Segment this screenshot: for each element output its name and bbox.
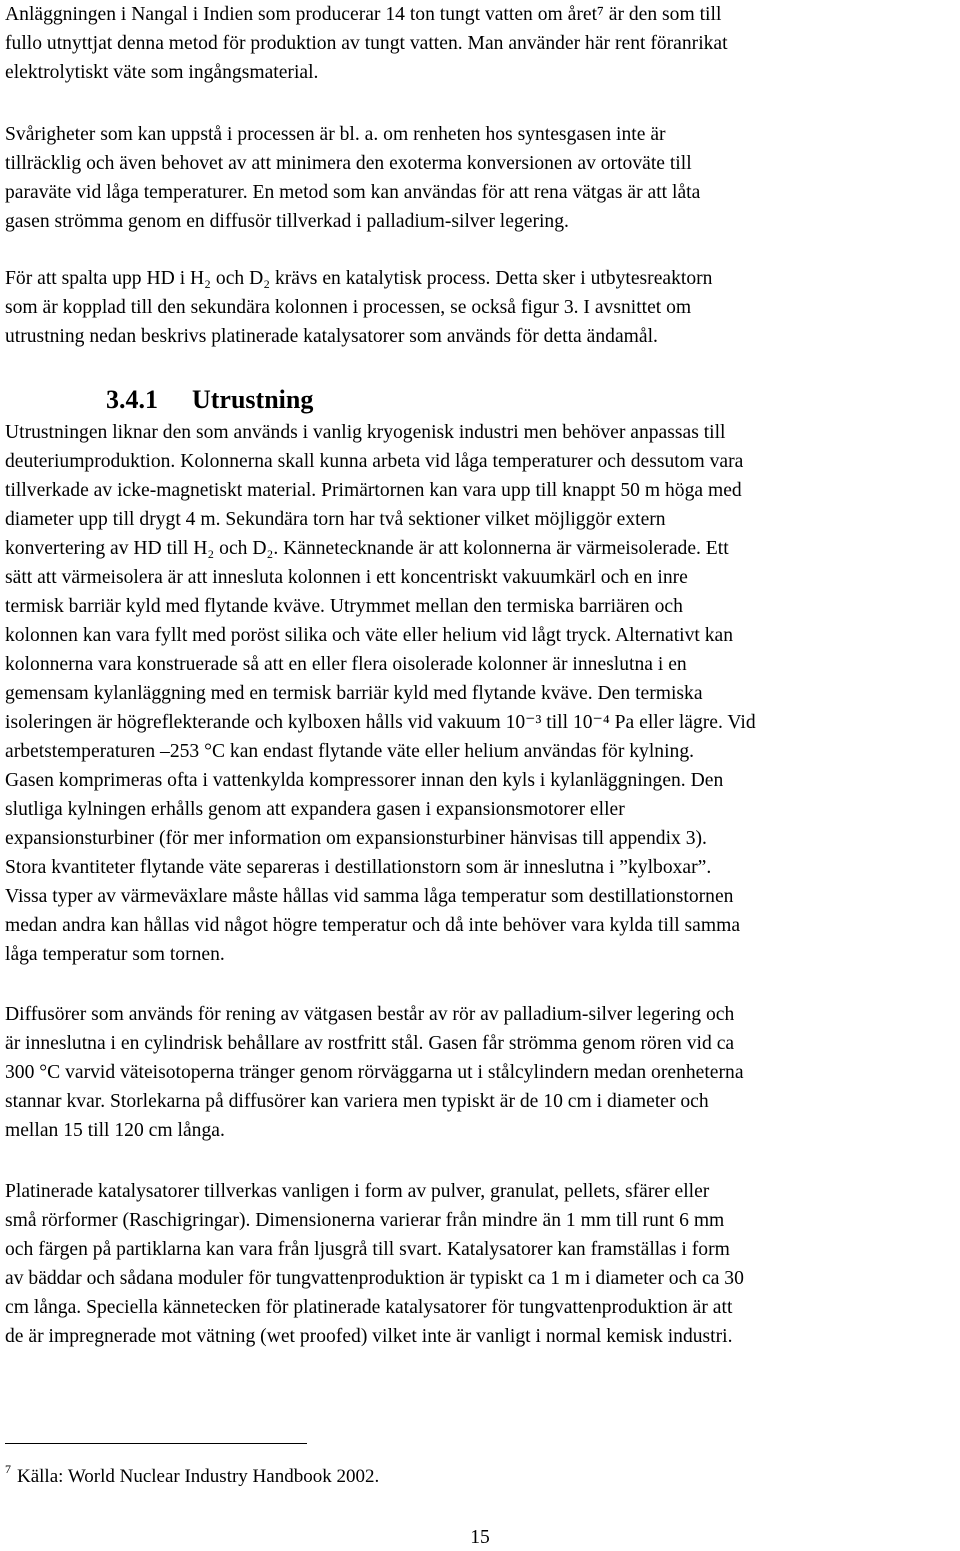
paragraph-diffusers: Diffusörer som används för rening av vätgasen består av rör av palladium-silver legering och är inneslutna i en cylindrisk behållare av rostfritt stål. Gasen får strömma genom rören vid ca 300 °C varvid väteisotoperna tränger genom rörväggarna ut i stålcylindern medan orenheterna stannar kvar. Storlekarna på diffusörer kan variera men typiskt är de 10 cm i diameter och mellan 15 till 120 cm långa. bbox=[5, 1004, 744, 1141]
section-number: 3.4.1 bbox=[106, 385, 158, 414]
footnote bbox=[5, 1456, 379, 1490]
paragraph-platinized-catalysts: Platinerade katalysatorer tillverkas vanligen i form av pulver, granulat, pellets, sfärer eller små rörformer (Raschigringar). Dimensionerna varierar från mindre än 1 mm till runt 6 mm och färgen på partiklarna kan vara från ljusgrå till svart. Katalysatorer kan framställas i form av bäddar och sådana moduler för tungvattenproduktion är typiskt ca 1 m i diameter och ca 30 cm långa. Speciella kännetecken för platinerade katalysatorer för tungvattenproduktion är att de är impregnerade mot vätning (wet proofed) vilket inte är vanligt i normal kemisk industri. bbox=[5, 1181, 744, 1347]
footnote-separator bbox=[5, 1443, 307, 1444]
section-heading bbox=[106, 384, 313, 416]
section-title: Utrustning bbox=[192, 385, 314, 414]
paragraph-difficulties: Svårigheter som kan uppstå i processen är bl. a. om renheten hos syntesgasen inte är tillräcklig och även behovet av att minimera den exoterma konversionen av ortoväte till paraväte vid låga temperaturer. En metod som kan användas för att rena vätgas är att låta gasen strömma genom en diffusör tillverkad i palladium-silver legering. bbox=[5, 124, 701, 232]
footnote-marker: 7 bbox=[5, 1462, 11, 1476]
footnote-text: Källa: World Nuclear Industry Handbook 2002. bbox=[17, 1466, 380, 1487]
paragraph-catalytic-process: För att spalta upp HD i H₂ och D₂ krävs en katalytisk process. Detta sker i utbytesreaktorn som är kopplad till den sekundära kolonnen i processen, se också figur 3. I avsnittet om utrustning nedan beskrivs platinerade katalysatorer som används för detta ändamål. bbox=[5, 268, 713, 347]
paragraph-equipment: Utrustningen liknar den som används i vanlig kryogenisk industri men behöver anpassas till deuteriumproduktion. Kolonnerna skall kunna arbeta vid låga temperaturer och dessutom vara tillverkade av icke-magnetiskt material. Primärtornen kan vara upp till knappt 50 m höga med diameter upp till drygt 4 m. Sekundära torn har två sektioner vilket möjliggör extern konvertering av HD till H₂ och D₂. Kännetecknande är att kolonnerna är värmeisolerade. Ett sätt att värmeisolera är att innesluta kolonnen i ett koncentriskt vakuumkärl och en inre termisk barriär kyld med flytande kväve. Utrymmet mellan den termiska barriären och kolonnen kan vara fyllt med poröst silika och väte eller helium vid lågt tryck. Alternativt kan kolonnerna vara konstruerade så att en eller flera oisolerade kolonner är inneslutna i en gemensam kylanläggning med en termisk barriär kyld med flytande kväve. Den termiska isoleringen är högreflekterande och kylboxen hålls vid vakuum 10⁻³ till 10⁻⁴ Pa eller lägre. Vid arbetstemperaturen –253 °C kan endast flytande väte eller helium användas för kylning. Gasen komprimeras ofta i vattenkylda kompressorer innan den kyls i kylanläggningen. Den slutliga kylningen erhålls genom att expandera gasen i expansionsmotorer eller expansionsturbiner (för mer information om expansionsturbiner hänvisas till appendix 3). Stora kvantiteter flytande väte separeras i destillationstorn som är inneslutna i ”kylboxar”. Vissa typer av värmeväxlare måste hållas vid samma låga temperatur som destillationstornen medan andra kan hållas vid något högre temperatur och då inte behöver vara kylda till samma låga temperatur som tornen. bbox=[5, 422, 756, 965]
page-number: 15 bbox=[470, 1527, 490, 1548]
paragraph-nangal: Anläggningen i Nangal i Indien som producerar 14 ton tungt vatten om året⁷ är den som till fullo utnyttjat denna metod för produktion av tungt vatten. Man använder här rent föranrikat elektrolytiskt väte som ingångsmaterial. bbox=[5, 4, 728, 83]
